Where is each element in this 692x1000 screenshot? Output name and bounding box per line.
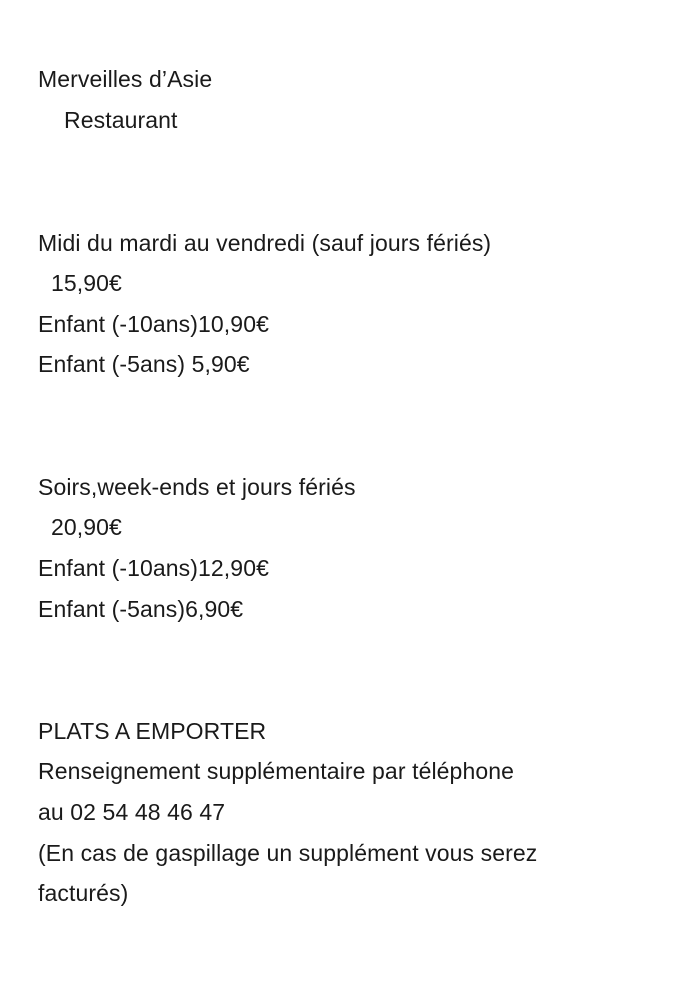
waste-note: (En cas de gaspillage un supplément vous serez <box>38 840 538 866</box>
lunch-child-under-10-price: Enfant (-10ans)10,90€ <box>38 311 269 337</box>
evening-child-under-5-price: Enfant (-5ans)6,90€ <box>38 596 244 622</box>
takeaway-info: Renseignement supplémentaire par téléphone <box>38 758 515 784</box>
restaurant-subtitle: Restaurant <box>64 107 178 133</box>
evening-adult-price: 20,90€ <box>51 514 122 540</box>
waste-note-continued: facturés) <box>38 880 129 906</box>
takeaway-title: PLATS A EMPORTER <box>38 718 267 744</box>
lunch-adult-price: 15,90€ <box>51 270 122 296</box>
restaurant-name: Merveilles d’Asie <box>38 66 213 92</box>
lunch-child-under-5-price: Enfant (-5ans) 5,90€ <box>38 351 250 377</box>
evening-title: Soirs,week-ends et jours fériés <box>38 474 356 500</box>
lunch-title: Midi du mardi au vendredi (sauf jours fériés) <box>38 230 492 256</box>
phone-number: au 02 54 48 46 47 <box>38 799 226 825</box>
evening-child-under-10-price: Enfant (-10ans)12,90€ <box>38 555 269 581</box>
